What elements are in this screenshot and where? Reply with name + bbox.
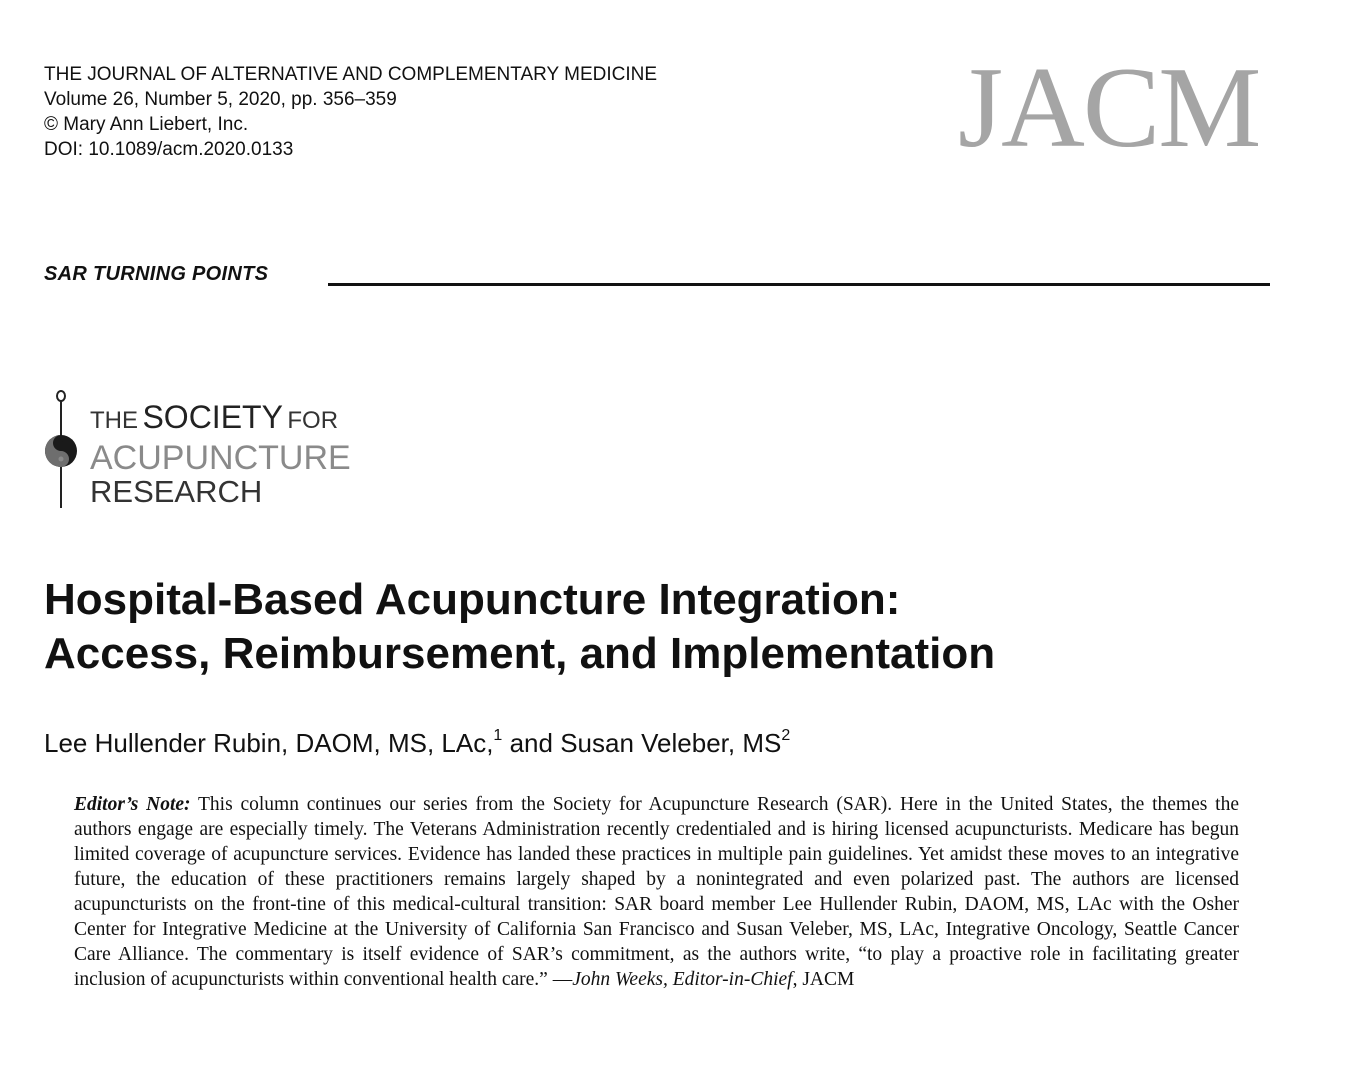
yin-yang-icon xyxy=(43,433,79,469)
journal-info xyxy=(44,62,657,162)
journal-volume: Volume 26, Number 5, 2020, pp. 356–359 xyxy=(44,89,397,110)
author-1: Lee Hullender Rubin, DAOM, MS, LAc, xyxy=(44,728,494,758)
society-logo xyxy=(40,388,360,512)
society-word-society: SOCIETY xyxy=(142,399,283,435)
journal-name: THE JOURNAL OF ALTERNATIVE AND COMPLEMENTARY MEDICINE xyxy=(44,64,658,85)
journal-doi: DOI: 10.1089/acm.2020.0133 xyxy=(44,139,294,160)
article-title-line-1: Hospital-Based Acupuncture Integration: xyxy=(44,575,901,624)
editors-note-signature-journal: , JACM xyxy=(792,969,855,990)
author-conjunction: and xyxy=(509,728,553,758)
society-word-the: THE xyxy=(90,407,138,434)
editors-note xyxy=(74,792,1239,992)
section-label: SAR TURNING POINTS xyxy=(44,263,269,285)
society-word-acupuncture: ACUPUNCTURE xyxy=(90,439,351,477)
author-2: Susan Veleber, MS xyxy=(560,728,782,758)
society-name xyxy=(90,400,351,509)
author-list xyxy=(44,725,790,761)
author-1-affiliation: 1 xyxy=(493,727,503,744)
article-title-line-2: Access, Reimbursement, and Implementation xyxy=(44,629,996,678)
author-2-affiliation: 2 xyxy=(781,727,791,744)
editors-note-lead: Editor’s Note: xyxy=(74,794,191,815)
editors-note-body: This column continues our series from the Society for Acupuncture Research (SAR). Here in the United States, the themes the authors engage are especially timely. The Veterans Administration recently credentialed and is hiring licensed acupuncturists. Medicare has begun limited coverage of acupuncture services. Evidence has landed these practices in multiple pain guidelines. Yet amidst these moves to an integrative future, the education of these practitioners remains largely shaped by a nonintegrated and even polarized past. The authors are licensed acupuncturists on the front-tine of this medical-cultural transition: SAR board member Lee Hullender Rubin, DAOM, MS, LAc with the Osher Center for Integrative Medicine at the University of California San Francisco and Susan Veleber, MS, LAc, Integrative Oncology, Seattle Cancer Care Alliance. The commentary is itself evidence of SAR’s commitment, as the authors write, “to play a proactive role in facilitating greater inclusion of acupuncturists within conventional health care.” xyxy=(74,794,1239,990)
needle-head-icon xyxy=(56,390,66,402)
society-word-for: FOR xyxy=(287,407,339,434)
society-word-research: RESEARCH xyxy=(90,474,263,509)
article-title xyxy=(44,573,995,681)
journal-publisher: © Mary Ann Liebert, Inc. xyxy=(44,114,249,135)
editors-note-signature-name: John Weeks, Editor-in-Chief xyxy=(572,969,793,990)
editors-note-signature-dash: — xyxy=(552,969,573,990)
jacm-logo: JACM xyxy=(958,44,1260,172)
section-divider xyxy=(328,283,1270,286)
